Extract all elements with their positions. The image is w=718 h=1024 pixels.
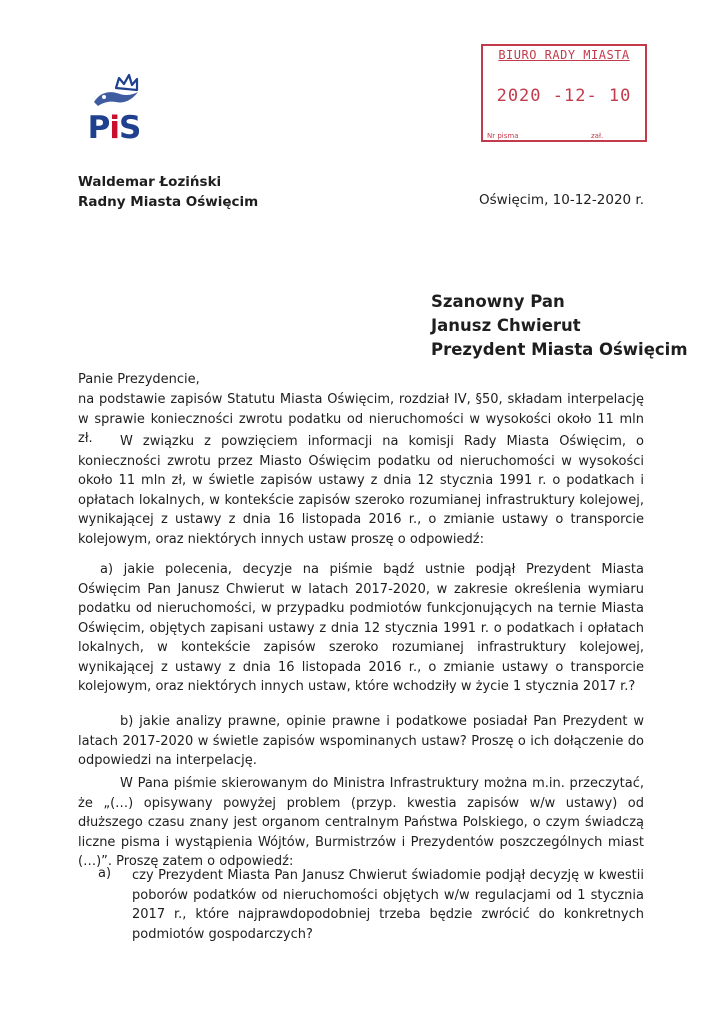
stamp-nr-label: Nr pisma <box>487 132 519 140</box>
recipient-name: Janusz Chwierut <box>431 316 581 335</box>
recipient-title: Prezydent Miasta Oświęcim <box>431 340 688 359</box>
office-stamp <box>481 44 647 142</box>
paragraph-intro: na podstawie zapisów Statutu Miasta Oświęcim, rozdział IV, §50, składam interpelację w sprawie konieczności zwrotu podatku od nieruchomości w wysokości około 11 mln zł. <box>78 392 644 446</box>
sender-role: Radny Miasta Oświęcim <box>78 194 259 210</box>
party-logo <box>74 72 154 162</box>
stamp-zal-line <box>605 140 641 141</box>
stamp-nr-line <box>509 140 587 141</box>
paragraph-quote: W Pana piśmie skierowanym do Ministra Infrastruktury można m.in. przeczytać, że „(…) opisywany powyżej problem (przyp. kwestia zapisów w/w ustawy) od dłuższego czasu znany jest organom centralnym Państwa Polskiego, o czym świadczą liczne pisma i wystąpienia Wójtów, Burmistrzów i Prezydentów poszczególnych miast (…)”. Proszę zatem o odpowiedź: <box>78 776 644 869</box>
paragraph-context: W związku z powzięciem informacji na komisji Rady Miasta Oświęcim, o konieczności zwrotu przez Miasto Oświęcim podatku od nieruchomości w wysokości około 11 mln zł, w świetle zapisów ustawy z dnia 12 stycznia 1991 r. o podatkach i opłatach lokalnych, w kontekście zapisów szeroko rozumianej infrastruktury kolejowej, wynikającej z ustawy z dnia 16 listopada 2016 r., o zmianie ustawy o transporcie kolejowym, oraz niektórych innych ustaw proszę o odpowiedź: <box>78 434 644 547</box>
recipient-block <box>431 290 688 362</box>
question-final: czy Prezydent Miasta Pan Janusz Chwierut świadomie podjął decyzję w kwestii poborów podatków od nieruchomości objętych w/w regulacjami od 1 stycznia 2017 r., które najprawdopodobniej trzeba będzie zwrócić do konkretnych podmiotów gospodarczych? <box>132 868 644 942</box>
salutation: Panie Prezydencie, <box>78 372 200 387</box>
logo-wordmark <box>74 110 154 146</box>
sender-name: Waldemar Łoziński <box>78 174 222 190</box>
logo-letter-i: i <box>109 110 120 146</box>
stamp-title: BIURO RADY MIASTA <box>498 48 630 62</box>
question-b: b) jakie analizy prawne, opinie prawne i podatkowe posiadał Pan Prezydent w latach 2017-2020 w świetle zapisów wspominanych ustaw? Proszę o ich dołączenie do odpowiedzi na interpelację. <box>78 714 644 768</box>
logo-letter-p: P <box>87 110 110 146</box>
question-a: a) jakie polecenia, decyzje na piśmie bądź ustnie podjął Prezydent Miasta Oświęcim Pan Janusz Chwierut w latach 2017-2020, w zakresie określenia wymiaru podatku od nieruchomości, w przypadku podmiotów funkcjonujących na ternie Miasta Oświęcim, objętych zapisani ustawy z dnia 12 stycznia 1991 r. o podatkach i opłatach lokalnych, w kontekście zapisów szeroko rozumianej infrastruktury kolejowej, wynikającej z ustawy z dnia 16 listopada 2016 r., o zmianie ustawy o transporcie kolejowym, oraz niektórych innych ustaw, które wchodziły w życie 1 stycznia 2017 r.? <box>78 562 644 694</box>
sender-block <box>78 172 258 212</box>
stamp-date: 2020 -12- 10 <box>496 86 632 106</box>
stamp-zal-label: zał. <box>591 132 604 140</box>
logo-letter-s: S <box>119 110 141 146</box>
date-line: Oświęcim, 10-12-2020 r. <box>479 192 645 208</box>
recipient-salutation: Szanowny Pan <box>431 292 565 311</box>
question-marker: a) <box>98 866 112 881</box>
